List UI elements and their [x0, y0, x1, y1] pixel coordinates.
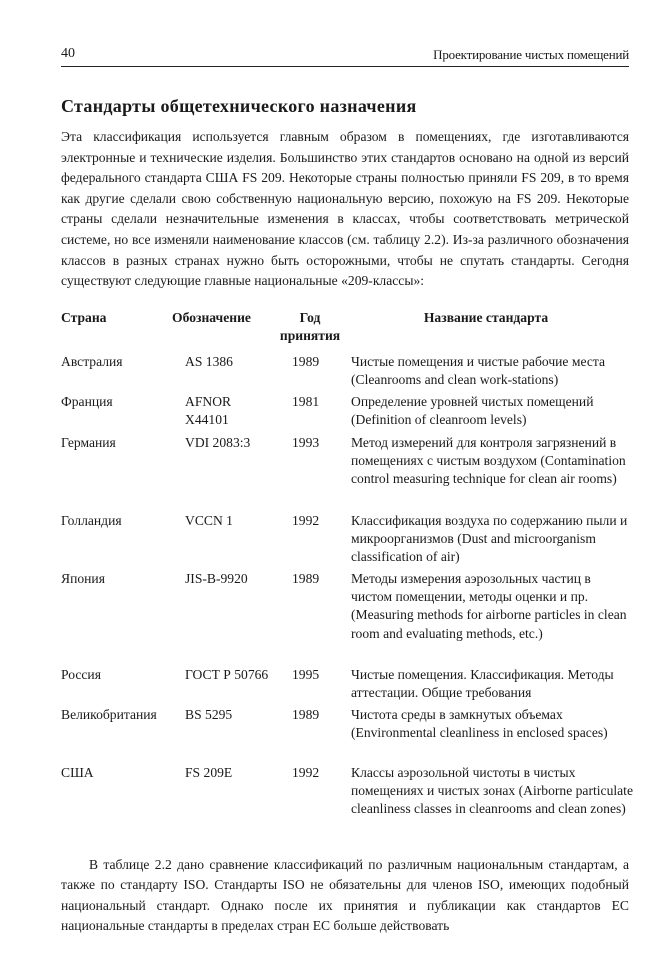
cell-name: Методы измерения аэрозольных частиц в чистом помещении, методы оценки и пр. (Measuring methods for airborne particles in clean room and evaluating methods, etc.)	[351, 571, 627, 641]
cell-year: 1981	[292, 394, 320, 409]
cell-year: 1989	[292, 354, 320, 369]
cell-year: 1989	[292, 707, 320, 722]
cell-country: Великобритания	[61, 707, 157, 722]
cell-year: 1993	[292, 435, 320, 450]
cell-code: AS 1386	[185, 354, 233, 369]
cell-year: 1989	[292, 571, 320, 586]
cell-country: Австралия	[61, 354, 123, 369]
column-header-code: Обозначение	[172, 310, 251, 325]
closing-paragraph: В таблице 2.2 дано сравнение классификаций по различным национальным стандартам, а также по стандарту ISO. Стандарты ISO не обязательны для членов ISO, имеющих подобный национальный стандарт. Однако после их принятия и публикации как стандартов ЕС национальные стандарты в пределах стран ЕС больше действовать	[61, 857, 629, 933]
cell-name: Классы аэрозольной чистоты в чистых помещениях и чистых зонах (Airborne particulate cleanliness classes in cleanrooms and clean zones)	[351, 765, 633, 817]
cell-year: 1992	[292, 765, 320, 780]
cell-name: Чистота среды в замкнутых объемах (Environmental cleanliness in enclosed spaces)	[351, 707, 608, 741]
cell-code: ГОСТ Р 50766	[185, 667, 269, 682]
cell-country: Голландия	[61, 513, 122, 528]
cell-country: Россия	[61, 667, 101, 682]
column-header-name: Название стандарта	[423, 310, 549, 325]
cell-name: Определение уровней чистых помещений (Definition of cleanroom levels)	[351, 394, 594, 428]
column-header-country: Страна	[61, 310, 107, 325]
section-title: Стандарты общетехнического назначения	[61, 96, 417, 116]
cell-code: VDI 2083:3	[185, 435, 251, 450]
cell-name: Чистые помещения. Классификация. Методы аттестации. Общие требования	[351, 667, 614, 701]
cell-code: BS 5295	[185, 707, 233, 722]
cell-name: Метод измерений для контроля загрязнений в помещениях с чистым воздухом (Contamination control measuring technique for clean air rooms)	[351, 435, 626, 487]
page-number: 40	[61, 46, 75, 61]
cell-country: Франция	[61, 394, 113, 409]
cell-code: FS 209E	[185, 765, 233, 780]
cell-country: Япония	[61, 571, 105, 586]
intro-paragraph: Эта классификация используется главным образом в помещениях, где изготавливаются электронные и технические изделия. Большинство этих стандартов основано на одной из версий федерального стандарта США FS 209. Некоторые страны полностью приняли FS 209, в то время как другие сделали свою собственную национальную версию, похожую на FS 209. Некоторые страны сделали незначительные изменения в классах, чтобы соответствовать метрической системе, но все изменяли наименование классов (см. таблицу 2.2). Из-за различного обозначения классов в разных странах нужно быть осторожными, чтобы не спутать стандарты. Сегодня существуют следующие главные национальные «209-классы»:	[61, 129, 629, 289]
page-header	[61, 46, 629, 67]
cell-code: VCCN 1	[185, 513, 233, 528]
cell-year: 1995	[292, 667, 320, 682]
cell-code: JIS-B-9920	[185, 571, 248, 586]
running-title: Проектирование чистых помещений	[433, 47, 629, 62]
cell-year: 1992	[292, 513, 320, 528]
cell-country: Германия	[61, 435, 116, 450]
column-header-year: Год принятия	[279, 310, 341, 343]
cell-country: США	[61, 765, 94, 780]
cell-name: Чистые помещения и чистые рабочие места (Cleanrooms and clean work-stations)	[351, 354, 606, 388]
cell-code: AFNOR X44101	[185, 394, 232, 428]
cell-name: Классификация воздуха по содержанию пыли и микроорганизмов (Dust and microorganism classification of air)	[351, 513, 628, 565]
